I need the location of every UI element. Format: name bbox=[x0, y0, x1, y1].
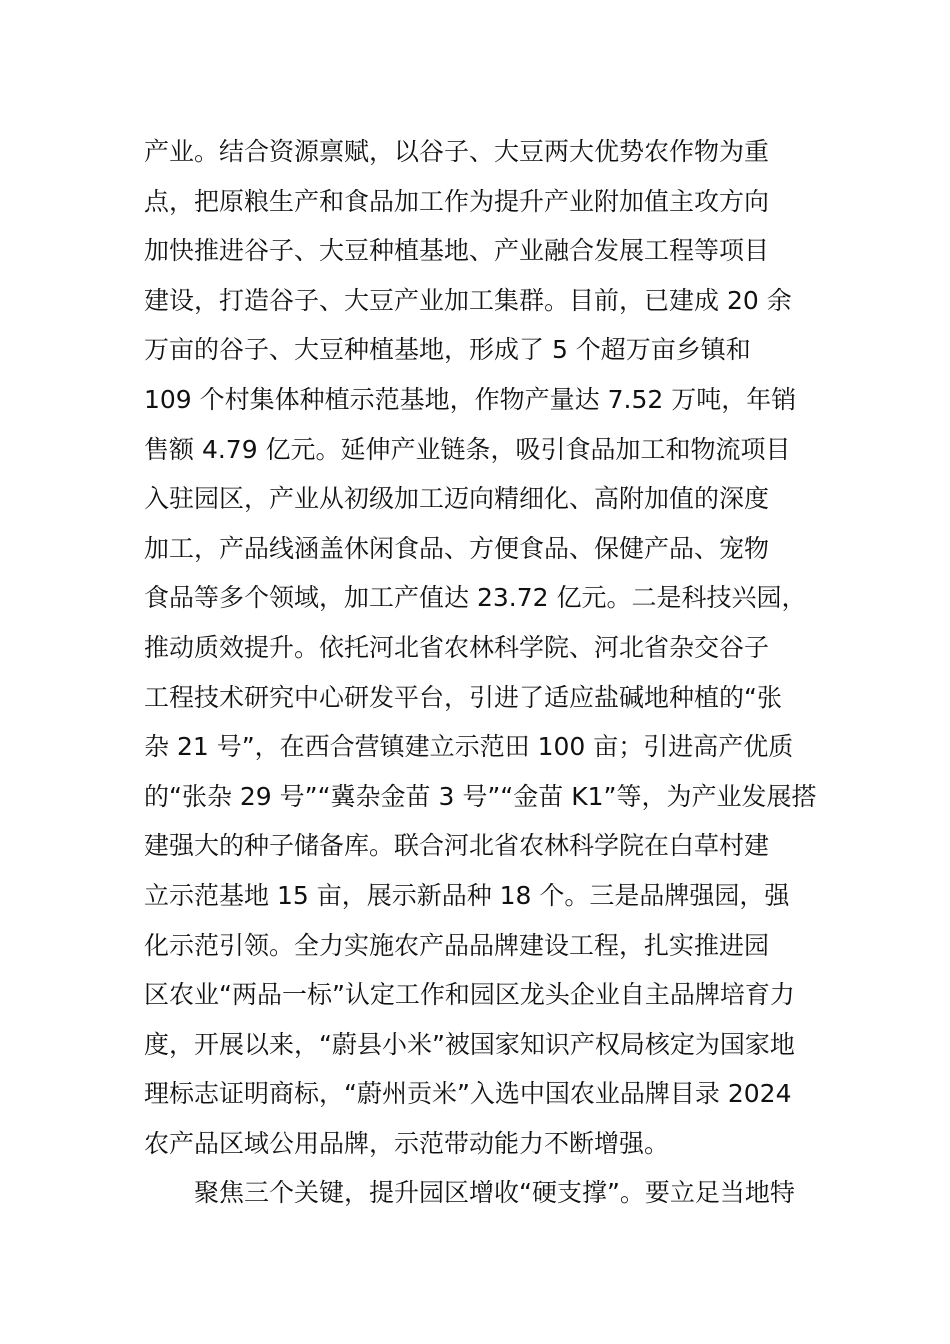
text-line: 度，开展以来，“蔚县小米”被国家知识产权局核定为国家地 bbox=[144, 1029, 795, 1059]
text-line: 加工，产品线涵盖休闲食品、方便食品、保健产品、宠物 bbox=[144, 533, 770, 563]
text-line: 售额 4.79 亿元。延伸产业链条，吸引食品加工和物流项目 bbox=[144, 434, 791, 464]
text-line: 产业。结合资源禀赋，以谷子、大豆两大优势农作物为重 bbox=[144, 137, 770, 166]
text-line: 加快推进谷子、大豆种植基地、产业融合发展工程等项目 bbox=[144, 236, 770, 266]
text-line: 推动质效提升。依托河北省农林科学院、河北省杂交谷子 bbox=[144, 632, 770, 662]
text-line: 工程技术研究中心研发平台，引进了适应盐碱地种植的“张 bbox=[144, 682, 782, 712]
text-line: 立示范基地 15 亩，展示新品种 18 个。三是品牌强园，强 bbox=[144, 880, 790, 910]
body-text bbox=[144, 127, 844, 1218]
text-line: 万亩的谷子、大豆种植基地，形成了 5 个超万亩乡镇和 bbox=[144, 335, 751, 365]
text-line: 杂 21 号”，在西合营镇建立示范田 100 亩；引进高产优质 bbox=[144, 732, 794, 762]
text-line: 建强大的种子储备库。联合河北省农林科学院在白草村建 bbox=[144, 831, 770, 861]
text-line: 理标志证明商标，“蔚州贡米”入选中国农业品牌目录 2024 bbox=[144, 1079, 792, 1109]
paragraph-start-line: 聚焦三个关键，提升园区增收“硬支撑”。要立足当地特 bbox=[194, 1178, 795, 1208]
text-line: 区农业“两品一标”认定工作和园区龙头企业自主品牌培育力 bbox=[144, 980, 795, 1010]
text-line: 点，把原粮生产和食品加工作为提升产业附加值主攻方向 bbox=[144, 186, 770, 216]
text-line: 农产品区域公用品牌，示范带动能力不断增强。 bbox=[144, 1128, 670, 1158]
text-line: 食品等多个领域，加工产值达 23.72 亿元。二是科技兴园， bbox=[144, 583, 807, 613]
text-line: 化示范引领。全力实施农产品品牌建设工程，扎实推进园 bbox=[144, 930, 770, 960]
text-line: 109 个村集体种植示范基地，作物产量达 7.52 万吨，年销 bbox=[144, 384, 797, 414]
text-line: 入驻园区，产业从初级加工迈向精细化、高附加值的深度 bbox=[144, 484, 770, 514]
text-line: 的“张杂 29 号”“冀杂金苗 3 号”“金苗 K1”等，为产业发展搭 bbox=[144, 781, 817, 811]
text-line: 建设，打造谷子、大豆产业加工集群。目前，已建成 20 余 bbox=[144, 285, 792, 315]
